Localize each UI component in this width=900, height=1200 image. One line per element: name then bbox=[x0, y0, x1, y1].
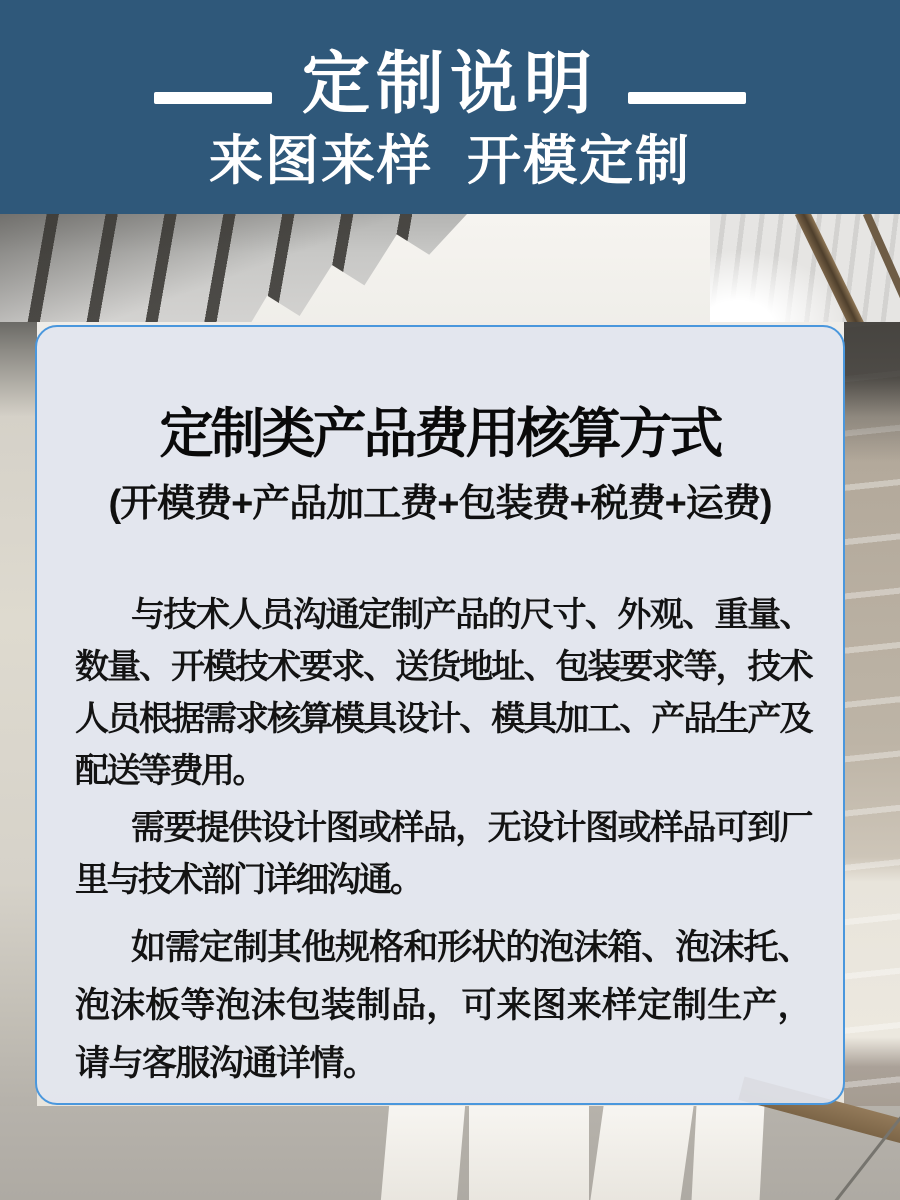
page-title: 定制说明 bbox=[301, 46, 598, 122]
paragraph-custom-note: 如需定制其他规格和形状的泡沫箱、泡沫托、泡沫板等泡沫包装制品，可来图来样定制生产，请与客服沟通详情。 bbox=[75, 927, 811, 1083]
photo-foam-block bbox=[469, 1106, 589, 1200]
title-dash-right bbox=[628, 92, 746, 104]
photo-floor bbox=[0, 1106, 900, 1200]
header-banner bbox=[0, 0, 900, 214]
photo-foam-block bbox=[692, 1106, 765, 1200]
page-subtitle: 来图来样 开模定制 bbox=[208, 131, 691, 191]
info-card bbox=[35, 325, 845, 1105]
paragraph-consult-details: 与技术人员沟通定制产品的尺寸、外观、重量、数量、开模技术要求、送货地址、包装要求等，技术人员根据需求核算模具设计、模具加工、产品生产及配送等费用。 bbox=[75, 595, 811, 790]
photo-right-foam-stack bbox=[844, 322, 900, 1108]
header-title-row bbox=[0, 0, 900, 122]
paragraph-provide-sample: 需要提供设计图或样品，无设计图或样品可到厂里与技术部门详细沟通。 bbox=[75, 808, 811, 899]
card-body bbox=[37, 589, 843, 1093]
cost-formula: (开模费+产品加工费+包装费+税费+运费) bbox=[108, 483, 772, 526]
photo-foam-block bbox=[590, 1106, 693, 1200]
photo-foam-block bbox=[381, 1106, 465, 1200]
title-dash-left bbox=[154, 92, 272, 104]
card-title: 定制类产品费用核算方式 bbox=[159, 404, 721, 464]
photo-left-wall bbox=[0, 322, 37, 1108]
